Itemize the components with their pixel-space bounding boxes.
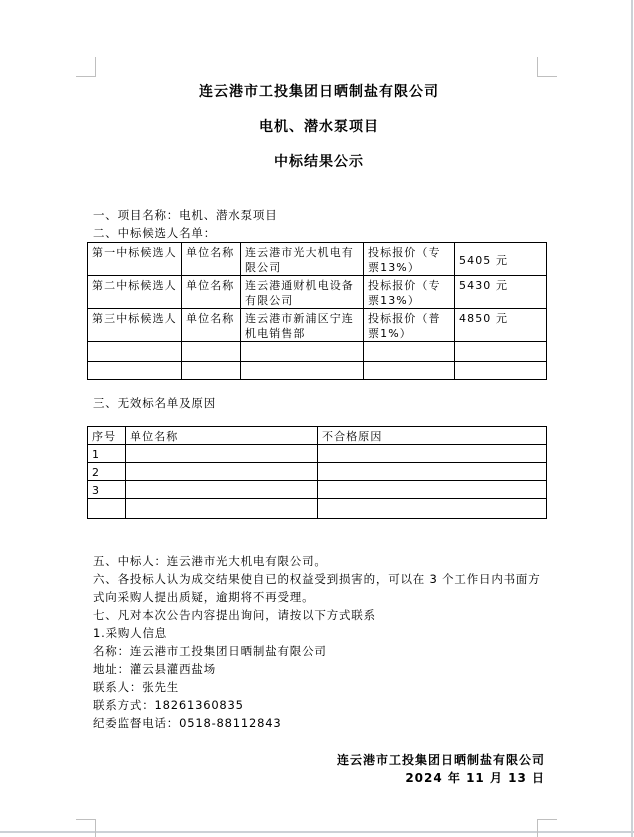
winners-cell: [455, 362, 547, 380]
table-header-row: [88, 427, 547, 445]
paragraph-contact-phone: 联系方式：18261360835: [93, 698, 244, 712]
text-boundary-mark-bottom-right: [537, 819, 557, 837]
paragraph-purchaser-name: 名称：连云港市工投集团日晒制盐有限公司: [93, 644, 327, 658]
winners-cell: 投标报价（专票13%）: [364, 276, 455, 309]
invalid-cell: [88, 499, 126, 519]
section-project-name: 一、项目名称：电机、潜水泵项目: [93, 208, 278, 222]
signature-block: [93, 751, 545, 787]
invalid-header-cell: 序号: [88, 427, 126, 445]
winners-cell: 第一中标候选人: [88, 243, 182, 276]
winners-cell: [88, 342, 182, 362]
table-row: [88, 309, 547, 342]
winners-cell: [88, 362, 182, 380]
title-block: [93, 84, 545, 170]
winners-cell: 5430 元: [455, 276, 547, 309]
invalid-cell: 3: [88, 481, 126, 499]
text-boundary-mark-top-right: [537, 57, 557, 77]
paragraph-inquiry: 七、凡对本次公告内容提出询问，请按以下方式联系: [93, 608, 376, 622]
table-row: [88, 499, 547, 519]
table-row: [88, 243, 547, 276]
winners-cell: 单位名称: [182, 309, 241, 342]
table-row: [88, 463, 547, 481]
winners-cell: 连云港通财机电设备有限公司: [241, 276, 364, 309]
text-boundary-mark-top-left: [76, 57, 96, 77]
invalid-cell: 2: [88, 463, 126, 481]
table-row: [88, 342, 547, 362]
invalid-cell: [318, 463, 547, 481]
paragraph-objection: 六、各投标人认为成交结果使自已的权益受到损害的，可以在 3 个工作日内书面方式向采购人提出质疑，逾期将不再受理。: [93, 572, 541, 604]
winners-cell: 4850 元: [455, 309, 547, 342]
winners-cell: [241, 362, 364, 380]
page-right-edge: [631, 0, 633, 837]
document-title-project: 电机、潜水泵项目: [259, 119, 379, 135]
paragraph-winner: 五、中标人：连云港市光大机电有限公司。: [93, 554, 327, 568]
invalid-cell: 1: [88, 445, 126, 463]
paragraph-supervise-phone: 纪委监督电话：0518-88112843: [93, 716, 282, 730]
invalid-cell: [126, 481, 318, 499]
winners-cell: [182, 342, 241, 362]
signature-company: 连云港市工投集团日晒制盐有限公司: [336, 753, 545, 767]
winners-cell: [364, 342, 455, 362]
paragraph-contact-person: 联系人：张先生: [93, 680, 180, 694]
winners-cell: 第三中标候选人: [88, 309, 182, 342]
document-title-company: 连云港市工投集团日晒制盐有限公司: [199, 84, 439, 100]
winners-cell: [364, 362, 455, 380]
invalid-cell: [318, 481, 547, 499]
invalid-cell: [318, 445, 547, 463]
paragraph-purchaser-info: 1.采购人信息: [93, 626, 168, 640]
invalid-header-cell: 不合格原因: [318, 427, 547, 445]
section-invalid-bids: 三、无效标名单及原因: [93, 396, 216, 410]
invalid-header-cell: 单位名称: [126, 427, 318, 445]
invalid-cell: [318, 499, 547, 519]
table-row: [88, 481, 547, 499]
winners-cell: 投标报价（专票13%）: [364, 243, 455, 276]
invalid-cell: [126, 499, 318, 519]
winners-cell: 5405 元: [455, 243, 547, 276]
document-title-result: 中标结果公示: [274, 154, 364, 170]
invalid-bids-table: [87, 426, 547, 519]
table-row: [88, 276, 547, 309]
winners-table: [87, 242, 547, 380]
winners-cell: 单位名称: [182, 276, 241, 309]
winners-cell: 投标报价（普票1%）: [364, 309, 455, 342]
winners-cell: [182, 362, 241, 380]
winners-cell: 连云港市新浦区宁连机电销售部: [241, 309, 364, 342]
signature-date: 2024 年 11 月 13 日: [405, 771, 545, 785]
paragraph-address: 地址：灌云县灌西盐场: [93, 662, 216, 676]
invalid-cell: [126, 445, 318, 463]
table-row: [88, 445, 547, 463]
winners-cell: [241, 342, 364, 362]
text-boundary-mark-bottom-left: [76, 819, 96, 837]
body-paragraphs: [93, 552, 545, 732]
section-candidates-list: 二、中标候选人名单：: [93, 226, 216, 240]
winners-cell: 第二中标候选人: [88, 276, 182, 309]
winners-cell: 连云港市光大机电有限公司: [241, 243, 364, 276]
table-row: [88, 362, 547, 380]
invalid-cell: [126, 463, 318, 481]
winners-cell: [455, 342, 547, 362]
winners-cell: 单位名称: [182, 243, 241, 276]
document-content: [93, 84, 545, 787]
